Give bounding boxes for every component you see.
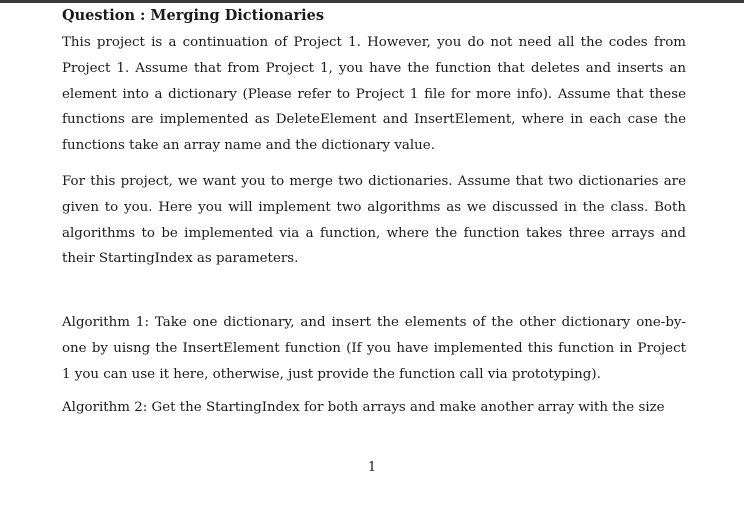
top-rule [0,0,744,3]
paragraph-algorithm-1: Algorithm 1: Take one dictionary, and insert the elements of the other dictionary one-by-one by uisng the InsertElement function (If you have implemented this function in Project 1 you can use it here, otherwise, just provide the function call via prototyping). [62,315,686,382]
paragraph-task: For this project, we want you to merge two dictionaries. Assume that two dictionaries are given to you. Here you will implement two algorithms as we discussed in the class. Both algorithms to be implemented via a function, where the function takes three arrays and their StartingIndex as parameters. [62,173,686,267]
paragraph-algorithm-2: Algorithm 2: Get the StartingIndex for both arrays and make another array with the size [62,399,665,415]
document-page [62,6,686,420]
paragraph-intro: This project is a continuation of Project 1. However, you do not need all the codes from Project 1. Assume that from Project 1, you have the function that deletes and inserts an element into a dictionary (Please refer to Project 1 file for more info). Assume that these functions are implemented as DeleteElement and InsertElement, where in each case the functions take an array name and the dictionary value. [62,35,686,154]
question-title: Question : Merging Dictionaries [62,7,324,24]
page-number: 1 [367,460,377,475]
